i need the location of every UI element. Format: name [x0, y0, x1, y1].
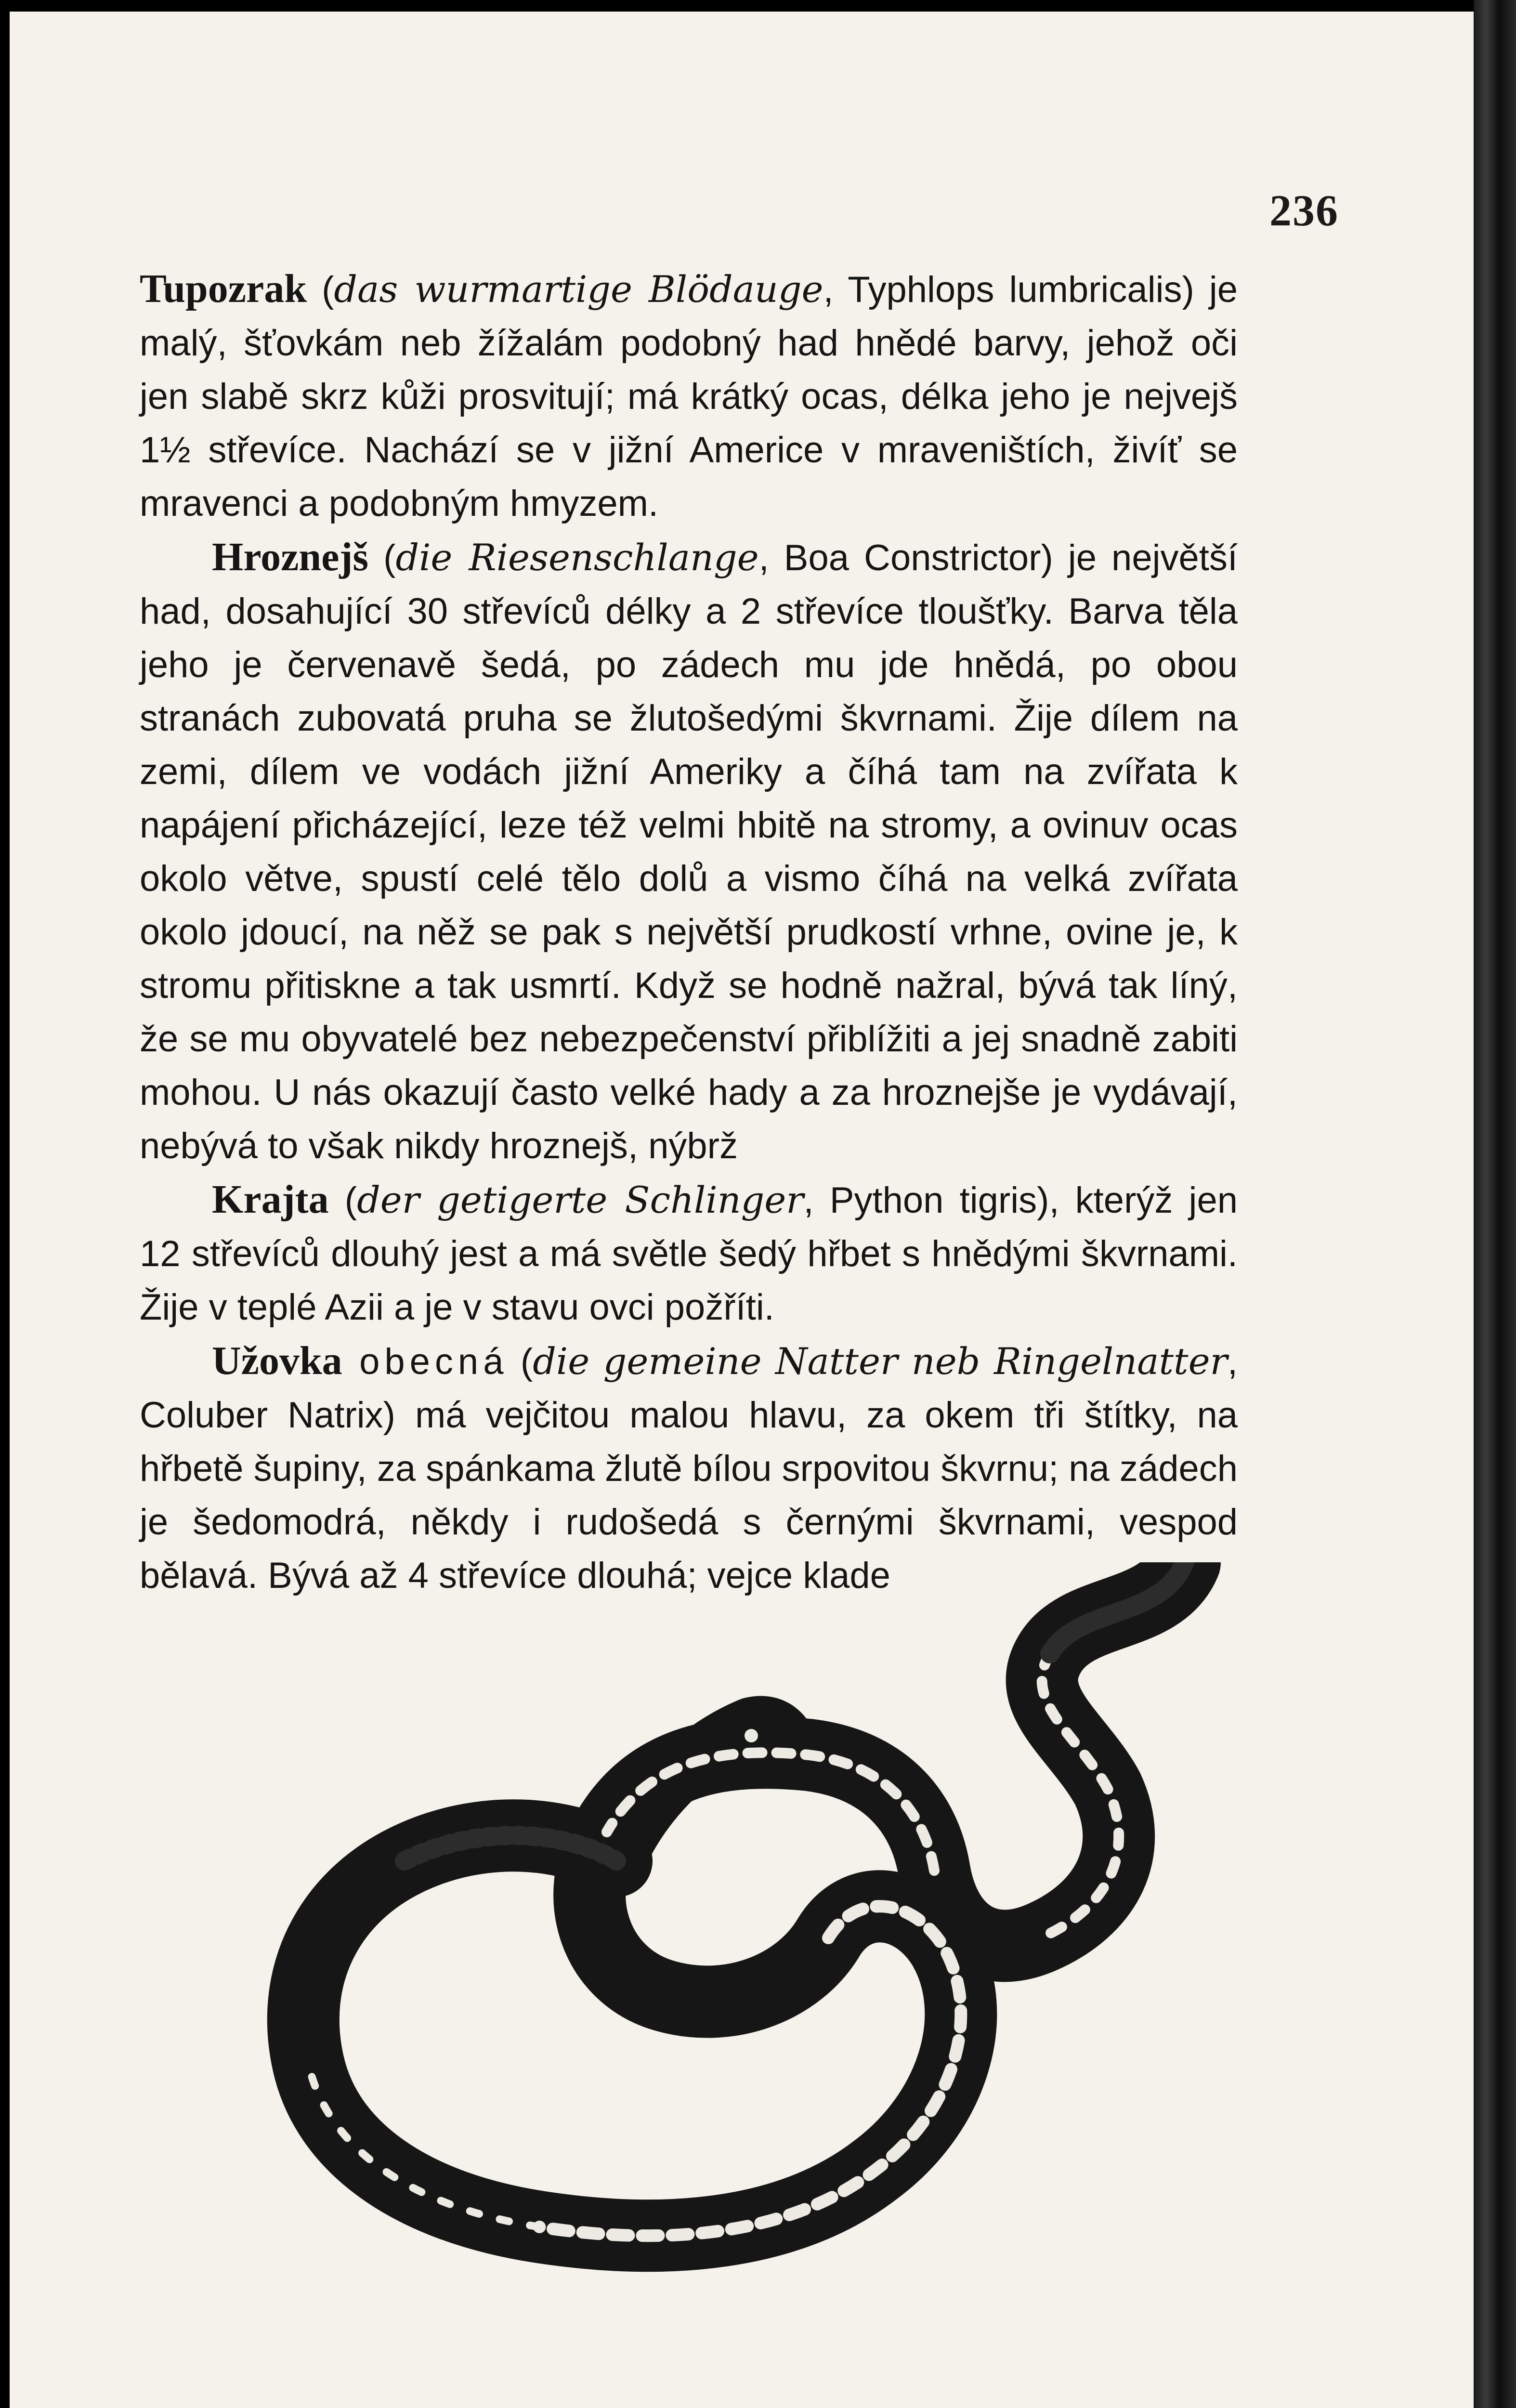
latin-name: , Typhlops lumbricalis) — [823, 269, 1194, 310]
paragraph-hroznejs — [140, 530, 1238, 1173]
term-hroznejs: Hroznejš — [212, 535, 369, 579]
paragraph-tupozrak — [140, 262, 1238, 530]
page-text — [140, 262, 1238, 1602]
page-edge-shadow — [1474, 0, 1516, 2408]
paragraph-body: je největší had, dosahující 30 střevíců délky a 2 střevíce tloušťky. Barva těla jeho je červenavě šedá, po zádech mu jde hnědá, po obou stranách zubovatá pruha se žlutošedými škvrnami. Žije dílem na zemi, dílem ve vodách jižní Ameriky a číhá tam na zvířata k napájení přicházející, leze též velmi hbitě na stromy, a ovinuv ocas okolo větve, spustí celé tělo dolů a vismo číhá na velká zvířata okolo jdoucí, na něž se pak s největší prudkostí vrhne, ovine je, k stromu přitiskne a tak usmrtí. Když se hodně nažral, bývá tak líný, že se mu obyvatelé bez nebezpečenství přiblížiti a jej snadně zabiti mohou. U nás okazují často velké hady a za hroznejše je vydávají, nebývá to však nikdy hroznejš, nýbrž — [140, 537, 1238, 1166]
term-tupozrak: Tupozrak — [140, 266, 307, 311]
paragraph-body: má vejčitou malou hlavu, za okem tři štítky, na hřbetě šupiny, za spánkama žlutě bílou srpovitou škvrnu; na zádech je šedomodrá, někdy i rudošedá s černými škvrnami, vespod bělavá. Bývá až 4 střevíce dlouhá; vejce klade — [140, 1395, 1238, 1596]
german-name: der getigerte Schlinger — [357, 1178, 804, 1221]
page-number: 236 — [1269, 186, 1339, 235]
latin-name: , Python tigris) — [803, 1180, 1049, 1221]
paragraph-body: , kterýž jen 12 střevíců dlouhý jest a má světle šedý hřbet s hnědými škvrnami. Žije v teplé Azii a je v stavu ovci požříti. — [140, 1180, 1238, 1328]
snake-illustration-icon — [231, 1562, 1291, 2408]
book-page — [10, 12, 1474, 2408]
paragraph-body: je malý, šťovkám neb žížalám podobný had hnědé barvy, jehož oči jen slabě skrz kůži prosvitují; má krátký ocas, délka jeho je nejvejš 1½ střevíce. Nachází se v jižní Americe v mraveništích, živíť se mravenci a podobným hmyzem. — [140, 269, 1238, 524]
open-paren: ( — [508, 1341, 533, 1382]
term-krajta: Krajta — [212, 1177, 329, 1222]
open-paren: ( — [307, 269, 334, 310]
latin-name: , Coluber Natrix) — [140, 1341, 1238, 1436]
open-paren: ( — [368, 537, 396, 578]
term-uzovka: Užovka — [212, 1338, 342, 1383]
german-name: die gemeine Natter neb Ringelnatter — [533, 1340, 1228, 1383]
german-name: die Riesenschlange — [395, 536, 759, 579]
paragraph-krajta — [140, 1173, 1238, 1334]
latin-name: , Boa Constrictor) — [758, 537, 1053, 578]
german-name: das wurmartige Blödauge — [334, 268, 823, 311]
term-uzovka-spaced: obecná — [342, 1341, 509, 1382]
open-paren: ( — [328, 1180, 357, 1221]
